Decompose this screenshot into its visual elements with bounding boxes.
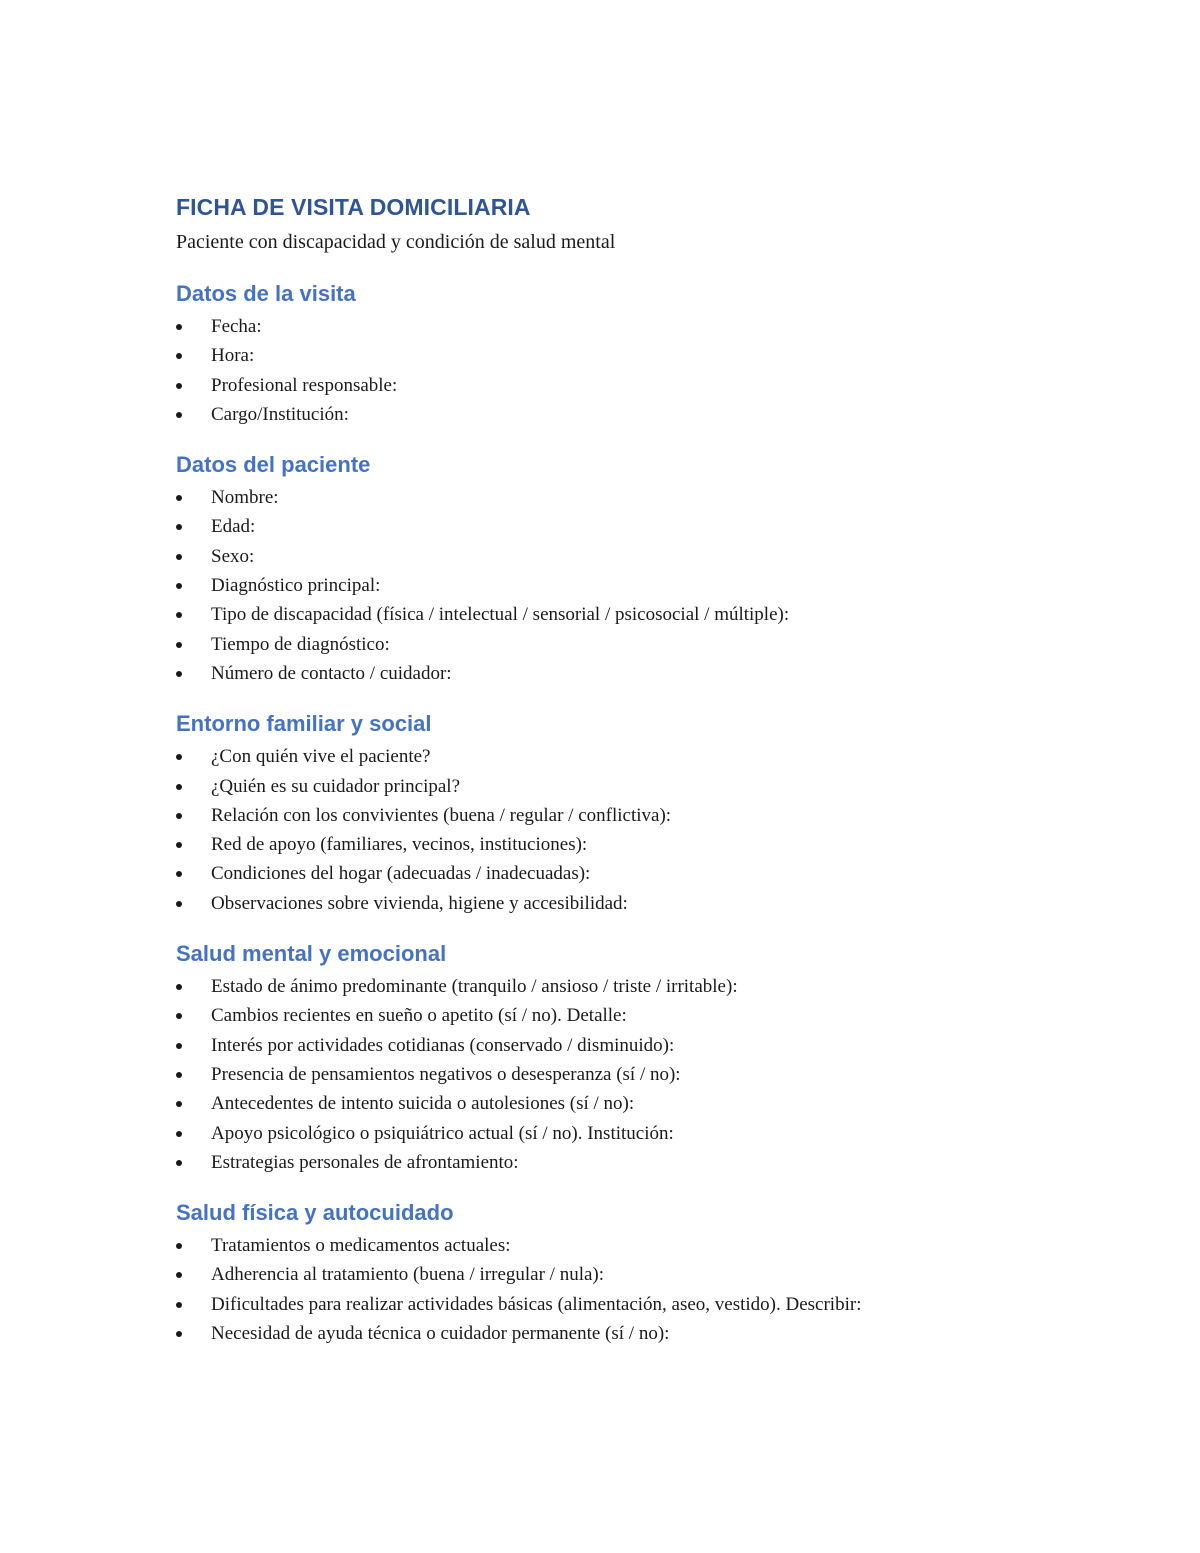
list-item: [176, 1290, 1056, 1319]
list-item: [176, 1060, 1056, 1089]
list-item: [176, 400, 1056, 429]
list-item: [176, 772, 1056, 801]
bullet-list: [176, 742, 1056, 918]
bullet-icon: [176, 512, 186, 541]
bullet-icon: [176, 1089, 186, 1118]
bullet-icon: [176, 571, 186, 600]
list-item-text: Interés por actividades cotidianas (conservado / disminuido):: [211, 1034, 675, 1056]
list-item-text: Condiciones del hogar (adecuadas / inadecuadas):: [211, 863, 591, 885]
section-datos-del-paciente: [176, 447, 1056, 688]
list-item-text: Antecedentes de intento suicida o autolesiones (sí / no):: [211, 1093, 635, 1115]
list-item-text: Adherencia al tratamiento (buena / irregular / nula):: [211, 1264, 605, 1286]
section-heading: Datos de la visita: [176, 281, 356, 306]
list-item: [176, 972, 1056, 1001]
bullet-icon: [176, 1060, 186, 1089]
list-item-text: Cargo/Institución:: [211, 403, 349, 425]
list-item-text: Red de apoyo (familiares, vecinos, instituciones):: [211, 834, 588, 856]
list-item: [176, 830, 1056, 859]
list-item-text: Fecha:: [211, 316, 262, 337]
list-item: [176, 341, 1056, 370]
list-item-text: Relación con los convivientes (buena / regular / conflictiva):: [211, 804, 672, 826]
bullet-list: [176, 312, 1056, 429]
section-heading: Entorno familiar y social: [176, 711, 432, 737]
bullet-icon: [176, 630, 186, 659]
list-item-text: Presencia de pensamientos negativos o desesperanza (sí / no):: [211, 1063, 681, 1085]
list-item-text: Dificultades para realizar actividades básicas (alimentación, aseo, vestido). Describir:: [211, 1293, 862, 1315]
bullet-icon: [176, 1231, 186, 1260]
bullet-icon: [176, 371, 186, 400]
list-item: [176, 1001, 1056, 1030]
bullet-list: [176, 972, 1056, 1177]
bullet-list: [176, 1231, 1056, 1348]
document-content: [176, 192, 1056, 1348]
bullet-icon: [176, 659, 186, 688]
sections-container: [176, 276, 1056, 1348]
list-item: [176, 512, 1056, 541]
list-item-text: Diagnóstico principal:: [211, 575, 381, 597]
bullet-icon: [176, 1148, 186, 1177]
bullet-icon: [176, 542, 186, 571]
bullet-icon: [176, 859, 186, 888]
list-item-text: ¿Con quién vive el paciente?: [211, 746, 431, 768]
list-item-text: Necesidad de ayuda técnica o cuidador permanente (sí / no):: [211, 1323, 670, 1345]
list-item: [176, 371, 1056, 400]
section-heading: Datos del paciente: [176, 452, 371, 478]
bullet-icon: [176, 1031, 186, 1060]
list-item: [176, 630, 1056, 659]
list-item-text: Estrategias personales de afrontamiento:: [211, 1151, 519, 1173]
list-item-text: Cambios recientes en sueño o apetito (sí / no). Detalle:: [211, 1005, 627, 1027]
bullet-icon: [176, 772, 186, 801]
bullet-icon: [176, 600, 186, 629]
bullet-list: [176, 483, 1056, 688]
section-heading: Salud física y autocuidado: [176, 1200, 454, 1226]
document-title: FICHA DE VISITA DOMICILIARIA: [176, 194, 531, 220]
list-item: [176, 1260, 1056, 1289]
list-item-text: ¿Quién es su cuidador principal?: [211, 775, 461, 797]
list-item: [176, 542, 1056, 571]
bullet-icon: [176, 1260, 186, 1289]
list-item-text: Hora:: [211, 345, 255, 367]
list-item-text: Estado de ánimo predominante (tranquilo / ansioso / triste / irritable):: [211, 976, 738, 998]
bullet-icon: [176, 1001, 186, 1030]
list-item: [176, 483, 1056, 512]
list-item: [176, 801, 1056, 830]
section-heading: Salud mental y emocional: [176, 941, 447, 967]
section-datos-de-la-visita: [176, 276, 1056, 429]
bullet-icon: [176, 341, 186, 370]
list-item: [176, 1089, 1056, 1118]
bullet-icon: [176, 830, 186, 859]
list-item: [176, 600, 1056, 629]
list-item: [176, 659, 1056, 688]
list-item: [176, 1148, 1056, 1177]
list-item-text: Apoyo psicológico o psiquiátrico actual (sí / no). Institución:: [211, 1122, 674, 1144]
bullet-icon: [176, 1290, 186, 1319]
list-item-text: Nombre:: [211, 487, 279, 509]
bullet-icon: [176, 801, 186, 830]
section-entorno-familiar-y-social: [176, 706, 1056, 918]
list-item-text: Número de contacto / cuidador:: [211, 662, 452, 684]
list-item: [176, 571, 1056, 600]
list-item-text: Profesional responsable:: [211, 374, 398, 396]
list-item: [176, 742, 1056, 771]
list-item: [176, 859, 1056, 888]
list-item-text: Tratamientos o medicamentos actuales:: [211, 1235, 511, 1257]
list-item: [176, 1031, 1056, 1060]
bullet-icon: [176, 312, 186, 341]
bullet-icon: [176, 889, 186, 918]
list-item-text: Tiempo de diagnóstico:: [211, 633, 390, 655]
list-item-text: Edad:: [211, 516, 256, 538]
list-item: [176, 1231, 1056, 1260]
bullet-icon: [176, 1119, 186, 1148]
document-subtitle: Paciente con discapacidad y condición de salud mental: [176, 231, 616, 253]
list-item: [176, 889, 1056, 918]
list-item-text: Sexo:: [211, 545, 255, 567]
list-item: [176, 312, 1056, 341]
bullet-icon: [176, 1319, 186, 1348]
bullet-icon: [176, 483, 186, 512]
section-salud-mental-y-emocional: [176, 936, 1056, 1177]
list-item: [176, 1119, 1056, 1148]
bullet-icon: [176, 742, 186, 771]
bullet-icon: [176, 400, 186, 429]
bullet-icon: [176, 972, 186, 1001]
list-item-text: Tipo de discapacidad (física / intelectual / sensorial / psicosocial / múltiple):: [211, 604, 790, 626]
list-item: [176, 1319, 1056, 1348]
section-salud-fisica-y-autocuidado: [176, 1195, 1056, 1348]
list-item-text: Observaciones sobre vivienda, higiene y accesibilidad:: [211, 892, 628, 914]
